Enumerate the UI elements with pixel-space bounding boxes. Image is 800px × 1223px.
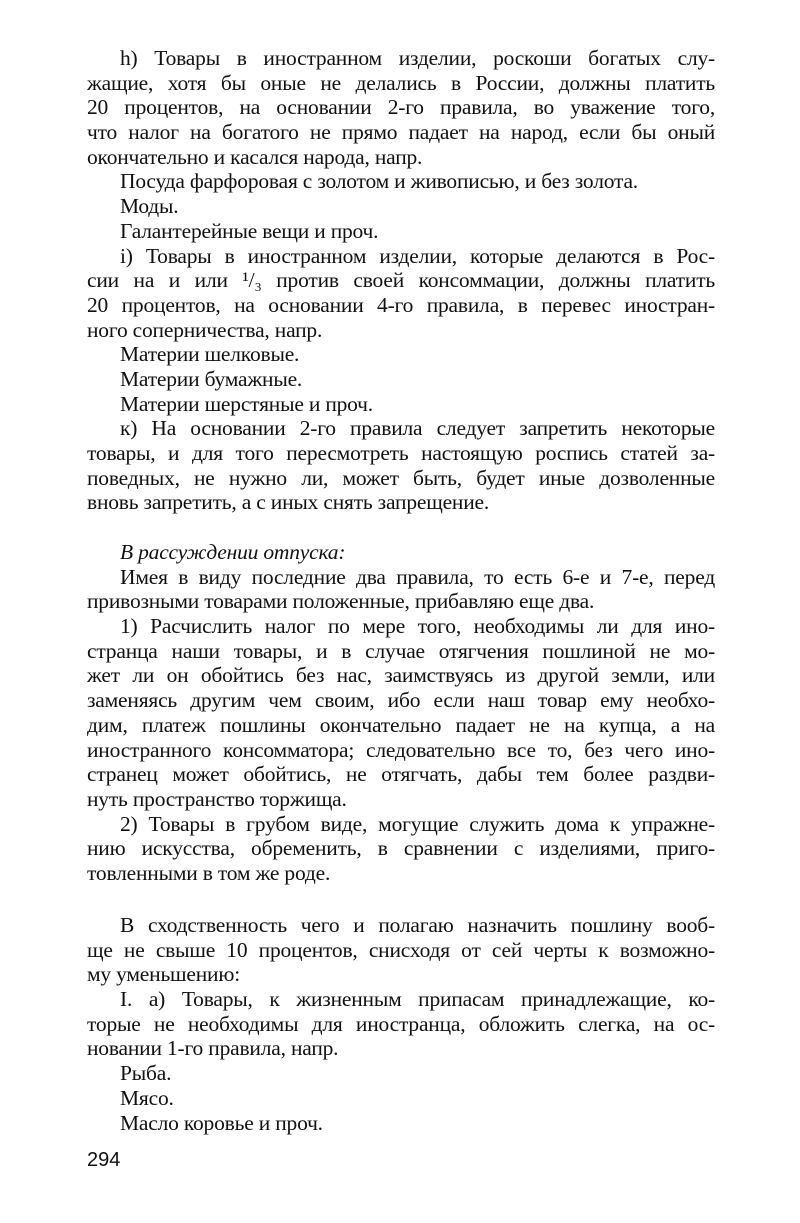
text-line: Масло коровье и проч. bbox=[120, 1110, 323, 1135]
paragraph bbox=[87, 342, 715, 367]
text-section bbox=[87, 46, 715, 515]
text-line: Мясо. bbox=[120, 1085, 174, 1110]
text-line: новании 1-го правила, напр. bbox=[87, 1036, 339, 1061]
text-line: товленными в том же роде. bbox=[87, 860, 331, 885]
text-line: торые не необходимы для иностранца, обложить слегка, на ос- bbox=[87, 1011, 715, 1036]
text-line: дим, платеж пошлины окончательно падает не на купца, а на bbox=[87, 712, 715, 737]
paragraph bbox=[87, 1086, 715, 1111]
text-line: нию искусства, обременить, в сравнении с изделиями, приго- bbox=[87, 836, 715, 861]
text-line: странца наши товары, и в случае отягчения пошлиной не мо- bbox=[87, 638, 715, 663]
text-line: Материи шелковые. bbox=[120, 342, 300, 367]
text-section bbox=[87, 540, 715, 886]
text-line: товары, и для того пересмотреть настоящую роспись статей за- bbox=[87, 441, 715, 465]
text-line: иностранного консомматора; следовательно все то, без чего ино- bbox=[87, 737, 715, 762]
text-line: В сходственность чего и полагаю назначить пошлину вооб- bbox=[120, 913, 715, 937]
text-line: привозными товарами положенные, прибавляю еще два. bbox=[87, 589, 595, 614]
text-line: жащие, хотя бы оные не делались в России, должны платить bbox=[87, 70, 715, 95]
text-line: 20 процентов, на основании 2-го правила, во уважение того, bbox=[87, 95, 715, 120]
paragraph bbox=[87, 812, 715, 886]
text-line: Материи бумажные. bbox=[120, 366, 303, 391]
text-line: му уменьшению: bbox=[87, 962, 241, 987]
paragraph bbox=[87, 614, 715, 812]
text-line: заменяясь другим чем своим, ибо если наш товар ему необхо- bbox=[87, 688, 715, 713]
text-line: В рассуждении отпуска: bbox=[120, 540, 346, 564]
text-line: к) На основании 2-го правила следует запретить некоторые bbox=[120, 416, 715, 441]
text-line: Галантерейные вещи и проч. bbox=[120, 218, 379, 243]
text-line: вновь запретить, а с иных снять запрещение. bbox=[87, 490, 490, 515]
text-line: что налог на богатого не прямо падает на народ, если бы оный bbox=[87, 120, 715, 145]
text-line: i) Товары в иностранном изделии, которые делаются в Рос- bbox=[120, 243, 715, 268]
paragraph bbox=[87, 46, 715, 169]
text-line: сии на и или ¹/₃ против своей консоммации, должны платить bbox=[87, 268, 715, 293]
text-line: 2) Товары в грубом виде, могущие служить дома к упражне- bbox=[120, 811, 715, 836]
text-line: поведных, не нужно ли, может быть, будет иные дозволенные bbox=[87, 465, 715, 490]
text-line: 20 процентов, на основании 4-го правила, в перевес иностран- bbox=[87, 292, 715, 317]
text-line: h) Товары в иностранном изделии, роскоши богатых слу- bbox=[120, 46, 715, 70]
page-number: 294 bbox=[87, 1149, 121, 1171]
text-line: 1) Расчислить налог по мере того, необходимы ли для ино- bbox=[120, 614, 715, 639]
paragraph bbox=[87, 913, 715, 987]
text-line: странец может обойтись, не отягчать, дабы тем более раздви- bbox=[87, 762, 715, 787]
text-line: Моды. bbox=[120, 194, 179, 219]
section-heading bbox=[87, 540, 715, 565]
text-line: Имея в виду последние два правила, то есть 6-е и 7-е, перед bbox=[120, 564, 715, 589]
paragraph bbox=[87, 367, 715, 392]
paragraph bbox=[87, 392, 715, 417]
paragraph bbox=[87, 1061, 715, 1086]
text-section bbox=[87, 913, 715, 1135]
text-line: ного соперничества, напр. bbox=[87, 317, 323, 342]
paragraph bbox=[87, 1111, 715, 1136]
text-line: нуть пространство торжища. bbox=[87, 786, 347, 811]
paragraph bbox=[87, 244, 715, 343]
text-line: жет ли он обойтись без нас, заимствуясь из другой земли, или bbox=[87, 663, 715, 688]
text-line: Материи шерстяные и проч. bbox=[120, 391, 373, 416]
paragraph bbox=[87, 987, 715, 1061]
text-line: Посуда фарфоровая с золотом и живописью, и без золота. bbox=[120, 169, 638, 194]
paragraph bbox=[87, 219, 715, 244]
paragraph bbox=[87, 194, 715, 219]
text-line: Рыба. bbox=[120, 1061, 172, 1086]
paragraph bbox=[87, 416, 715, 515]
text-line: I. а) Товары, к жизненным припасам принадлежащие, ко- bbox=[120, 987, 715, 1012]
text-line: окончательно и касался народа, напр. bbox=[87, 144, 423, 169]
paragraph bbox=[87, 169, 715, 194]
text-line: ще не свыше 10 процентов, снисходя от сей черты к возможно- bbox=[87, 937, 715, 962]
paragraph bbox=[87, 565, 715, 614]
